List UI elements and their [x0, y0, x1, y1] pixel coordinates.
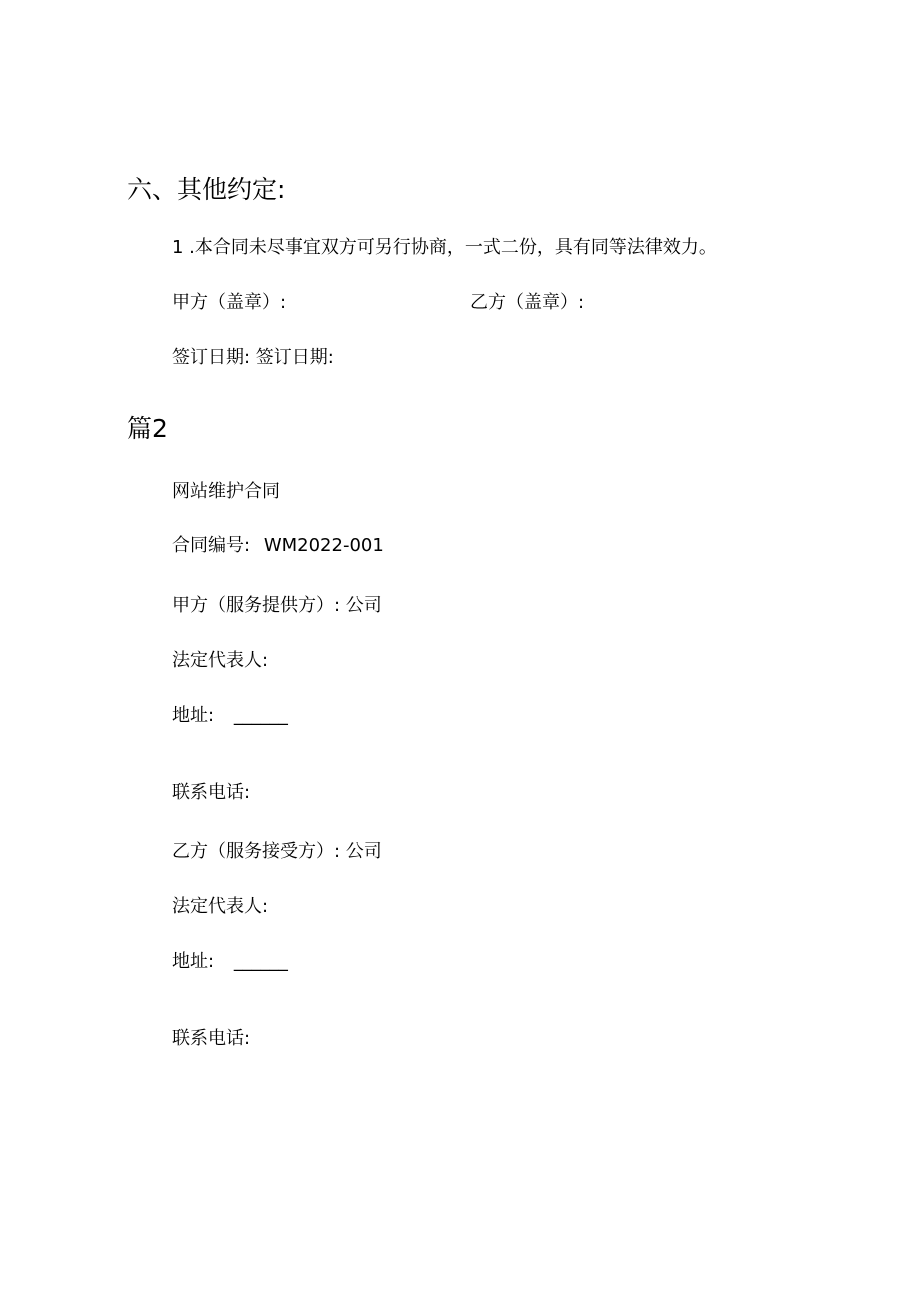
party-a-address-label: 地址: — [172, 705, 215, 726]
party-a-address-value: ______ — [233, 705, 288, 726]
contract-number-label: 合同编号: — [172, 535, 251, 556]
party-b-seal-label: 乙方（盖章）: — [470, 292, 585, 313]
party-b-representative: 法定代表人: — [172, 896, 269, 917]
party-b-address-row — [172, 953, 288, 971]
party-a-seal-label: 甲方（盖章）: — [172, 292, 287, 313]
party-a-label: 甲方（服务提供方）: 公司 — [172, 595, 382, 616]
party-a-representative: 法定代表人: — [172, 650, 269, 671]
party-b-address-value: ______ — [233, 951, 288, 972]
clause-1-text: 1 .本合同未尽事宜双方可另行协商，一式二份，具有同等法律效力。 — [172, 237, 717, 258]
part-2-heading: 篇2 — [127, 414, 168, 443]
party-b-phone: 联系电话: — [172, 1028, 251, 1049]
party-b-address-label: 地址: — [172, 951, 215, 972]
party-b-label: 乙方（服务接受方）: 公司 — [172, 841, 382, 862]
sign-dates-label: 签订日期: 签订日期: — [172, 347, 334, 368]
section-six-heading: 六、其他约定: — [127, 175, 286, 204]
contract-number-value: WM2022-001 — [263, 535, 384, 556]
contract-title: 网站维护合同 — [172, 481, 280, 502]
party-a-phone: 联系电话: — [172, 782, 251, 803]
party-a-address-row — [172, 707, 288, 725]
contract-number-row — [172, 537, 384, 555]
